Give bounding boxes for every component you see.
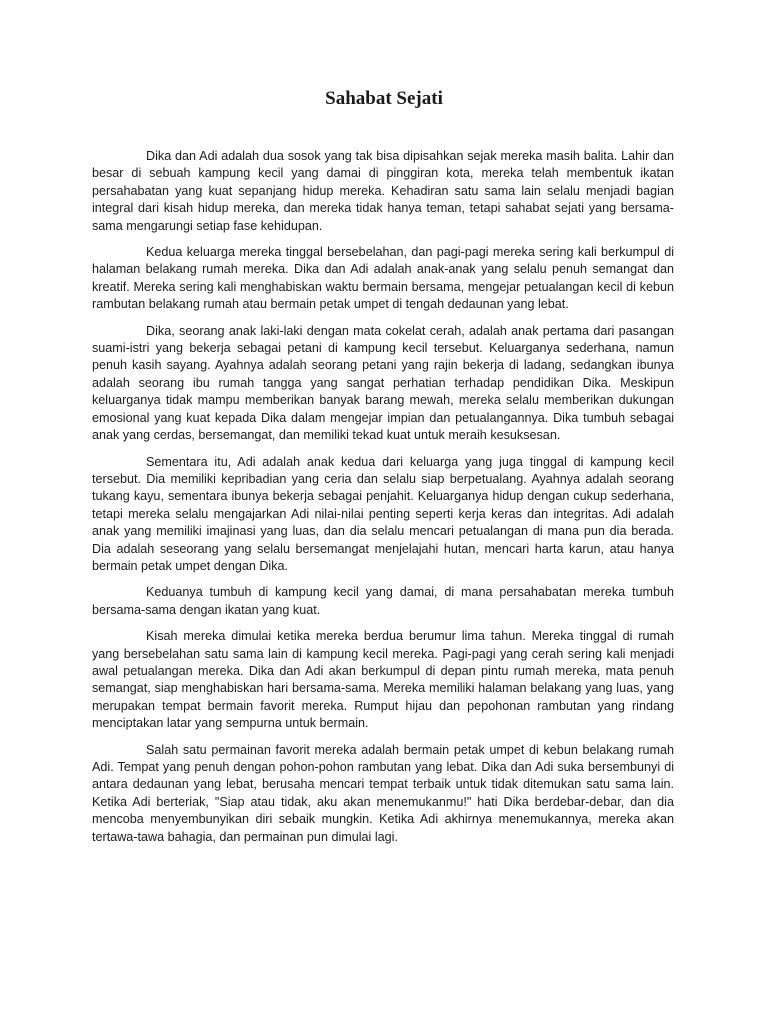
paragraph-3: Dika, seorang anak laki-laki dengan mata cokelat cerah, adalah anak pertama dari pasangan suami-istri yang bekerja sebagai petani di kampung kecil tersebut. Keluarganya sederhana, namun penuh kasih sayang. Ayahnya adalah seorang petani yang rajin bekerja di ladang, sedangkan ibunya adalah seorang ibu rumah tangga yang sangat perhatian terhadap pendidikan Dika. Meskipun keluarganya tidak mampu memberikan banyak barang mewah, mereka selalu memberikan dukungan emosional yang kuat kepada Dika dalam mengejar impian dan petualangannya. Dika tumbuh sebagai anak yang cerdas, bersemangat, dan memiliki tekad kuat untuk meraih kesuksesan. [92,323,674,443]
paragraph-7: Salah satu permainan favorit mereka adalah bermain petak umpet di kebun belakang rumah Adi. Tempat yang penuh dengan pohon-pohon rambutan yang lebat. Dika dan Adi suka bersembunyi di antara dedaunan yang lebat, berusaha mencari tempat terbaik untuk tidak ditemukan satu sama lain. Ketika Adi berteriak, "Siap atau tidak, aku akan menemukanmu!" hati Dika berdebar-debar, dan dia mencoba menyembunyikan diri sebaik mungkin. Ketika Adi akhirnya menemukannya, mereka akan tertawa-tawa bahagia, dan permainan pun dimulai lagi. [92,742,674,844]
paragraph-1: Dika dan Adi adalah dua sosok yang tak bisa dipisahkan sejak mereka masih balita. Lahir dan besar di sebuah kampung kecil yang damai di pinggiran kota, mereka telah membentuk ikatan persahabatan yang kuat sepanjang hidup mereka. Kehadiran satu sama lain selalu menjadi bagian integral dari kisah hidup mereka, dan mereka tidak hanya teman, tetapi sahabat sejati yang bersama-sama mengarungi setiap fase kehidupan. [92,149,674,233]
paragraph-6: Kisah mereka dimulai ketika mereka berdua berumur lima tahun. Mereka tinggal di rumah yang bersebelahan satu sama lain di kampung kecil mereka. Pagi-pagi yang cerah sering kali menjadi awal petualangan mereka. Dika dan Adi akan berkumpul di depan pintu rumah mereka, mata penuh semangat, siap menghabiskan hari bersama-sama. Mereka memiliki halaman belakang yang luas, yang merupakan tempat bermain favorit mereka. Rumput hijau dan pepohonan rambutan yang rindang menciptakan latar yang sempurna untuk bermain. [92,629,674,731]
paragraph-2: Kedua keluarga mereka tinggal bersebelahan, dan pagi-pagi mereka sering kali berkumpul di halaman belakang rumah mereka. Dika dan Adi adalah anak-anak yang selalu penuh semangat dan kreatif. Mereka sering kali menghabiskan waktu bermain bersama, mengejar petualangan kecil di kebun rambutan belakang rumah atau bermain petak umpet di tengah dedaunan yang lebat. [92,245,674,312]
paragraph-5: Keduanya tumbuh di kampung kecil yang damai, di mana persahabatan mereka tumbuh bersama-sama dengan ikatan yang kuat. [92,585,674,617]
document-body [92,148,674,855]
paragraph-4: Sementara itu, Adi adalah anak kedua dari keluarga yang juga tinggal di kampung kecil tersebut. Dia memiliki kepribadian yang ceria dan selalu siap berpetualang. Ayahnya adalah seorang tukang kayu, sementara ibunya bekerja sebagai penjahit. Keluarganya hidup dengan cukup sederhana, tetapi mereka selalu mengajarkan Adi nilai-nilai penting seperti kerja keras dan integritas. Adi adalah anak yang memiliki imajinasi yang luas, dan dia selalu mencari petualangan di mana pun dia berada. Dia adalah seseorang yang selalu bersemangat menjelajahi hutan, mencari harta karun, atau hanya bermain petak umpet dengan Dika. [92,454,674,573]
document-title: Sahabat Sejati [325,88,443,109]
